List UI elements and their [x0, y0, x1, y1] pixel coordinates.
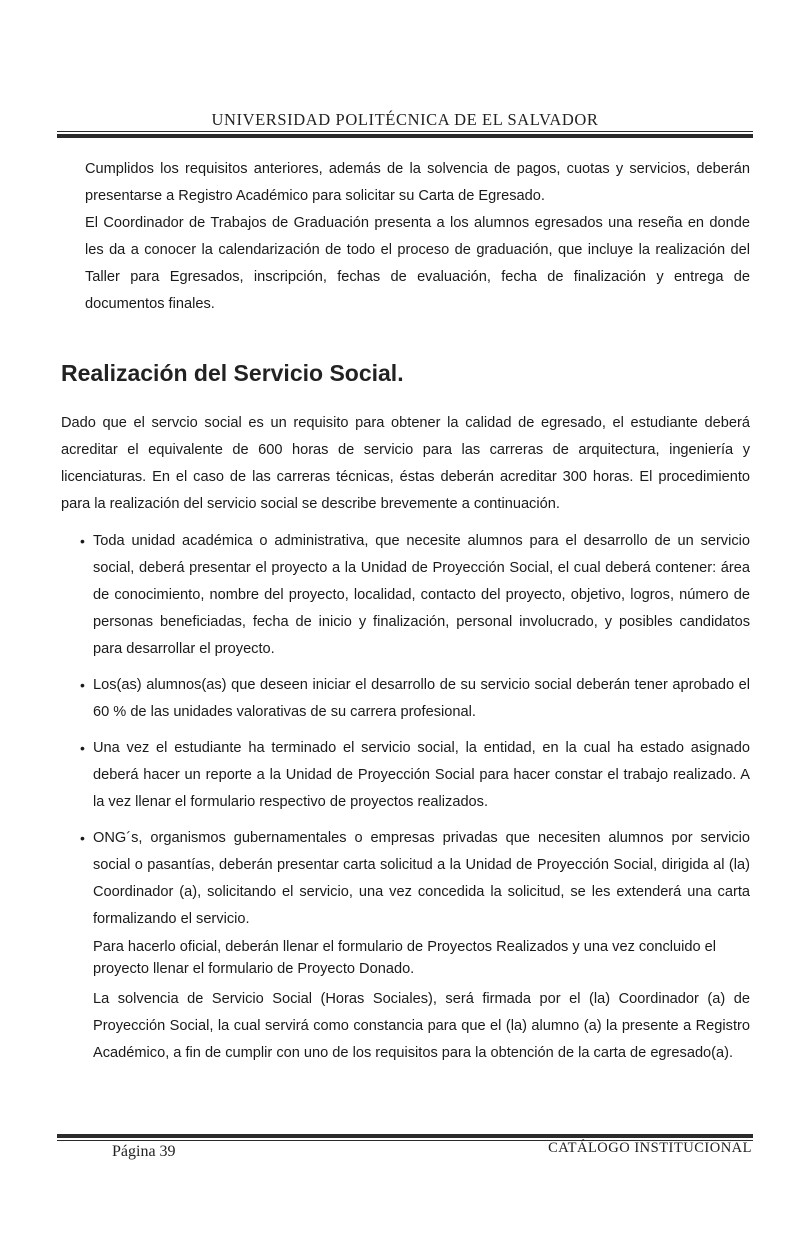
- closing-paragraph: La solvencia de Servicio Social (Horas Sociales), será firmada por el (la) Coordinador (a) de Proyección Social, la cual servirá como constancia para que el (la) alumno (a) la presente a Registro Académico, a fin de cumplir con uno de los requisitos para la obtención de la carta de egresado(a).: [93, 991, 750, 1061]
- bullet-icon: •: [80, 830, 85, 846]
- bullet-list: [80, 528, 750, 1067]
- bullet-text: Toda unidad académica o administrativa, que necesite alumnos para el desarrollo de un servicio social, deberá presentar el proyecto a la Unidad de Proyección Social, el cual deberá contener: área de conocimiento, nombre del proyecto, localidad, contacto del proyecto, objetivo, logros, número de personas beneficiadas, fecha de inicio y finalización, personal involucrado, y posibles candidatos para desarrollar el proyecto.: [93, 533, 750, 657]
- section-heading: Realización del Servicio Social.: [61, 360, 404, 386]
- intro-paragraph-1: Cumplidos los requisitos anteriores, además de la solvencia de pagos, cuotas y servicios, deberán presentarse a Registro Académico para solicitar su Carta de Egresado.: [85, 161, 750, 204]
- list-item: [80, 825, 750, 933]
- intro-block: [85, 156, 750, 318]
- bullet-text: ONG´s, organismos gubernamentales o empresas privadas que necesiten alumnos por servicio social o pasantías, deberán presentar carta solicitud a la Unidad de Proyección Social, dirigida al (la) Coordinador (a), solicitando el servicio, una vez concedida la solicitud, se les extenderá una carta formalizando el servicio.: [93, 830, 750, 927]
- bullet-icon: •: [80, 677, 85, 693]
- bullet-text: Una vez el estudiante ha terminado el servicio social, la entidad, en la cual ha estado asignado deberá hacer un reporte a la Unidad de Proyección Social para hacer constar el trabajo realizado. A la vez llenar el formulario respectivo de proyectos realizados.: [93, 740, 750, 810]
- section-lead-paragraph: Dado que el servcio social es un requisito para obtener la calidad de egresado, el estudiante deberá acreditar el equivalente de 600 horas de servicio para las carreras de arquitectura, ingeniería y licenciaturas. En el caso de las carreras técnicas, éstas deberán acreditar 300 horas. El procedimiento para la realización del servicio social se describe brevemente a continuación.: [61, 415, 750, 512]
- bullet-text: Los(as) alumnos(as) que deseen iniciar el desarrollo de su servicio social deberán tener aprobado el 60 % de las unidades valorativas de su carrera profesional.: [93, 677, 750, 720]
- page-number: Página 39: [112, 1143, 176, 1160]
- header-divider: [57, 131, 753, 138]
- list-item: [80, 735, 750, 816]
- footer-catalog-label: CATÁLOGO INSTITUCIONAL: [548, 1140, 752, 1156]
- intro-paragraph-2: El Coordinador de Trabajos de Graduación presenta a los alumnos egresados una reseña en donde les da a conocer la calendarización de todo el proceso de graduación, que incluye la realización del Taller para Egresados, inscripción, fechas de evaluación, fecha de finalización y entrega de documentos finales.: [85, 215, 750, 312]
- page-header-title: UNIVERSIDAD POLITÉCNICA DE EL SALVADOR: [211, 110, 599, 129]
- list-item: [80, 672, 750, 726]
- list-item: [80, 528, 750, 663]
- bullet-icon: •: [80, 740, 85, 756]
- bullet-icon: •: [80, 533, 85, 549]
- official-note: Para hacerlo oficial, deberán llenar el formulario de Proyectos Realizados y una vez concluido el proyecto llenar el formulario de Proyecto Donado.: [93, 939, 717, 977]
